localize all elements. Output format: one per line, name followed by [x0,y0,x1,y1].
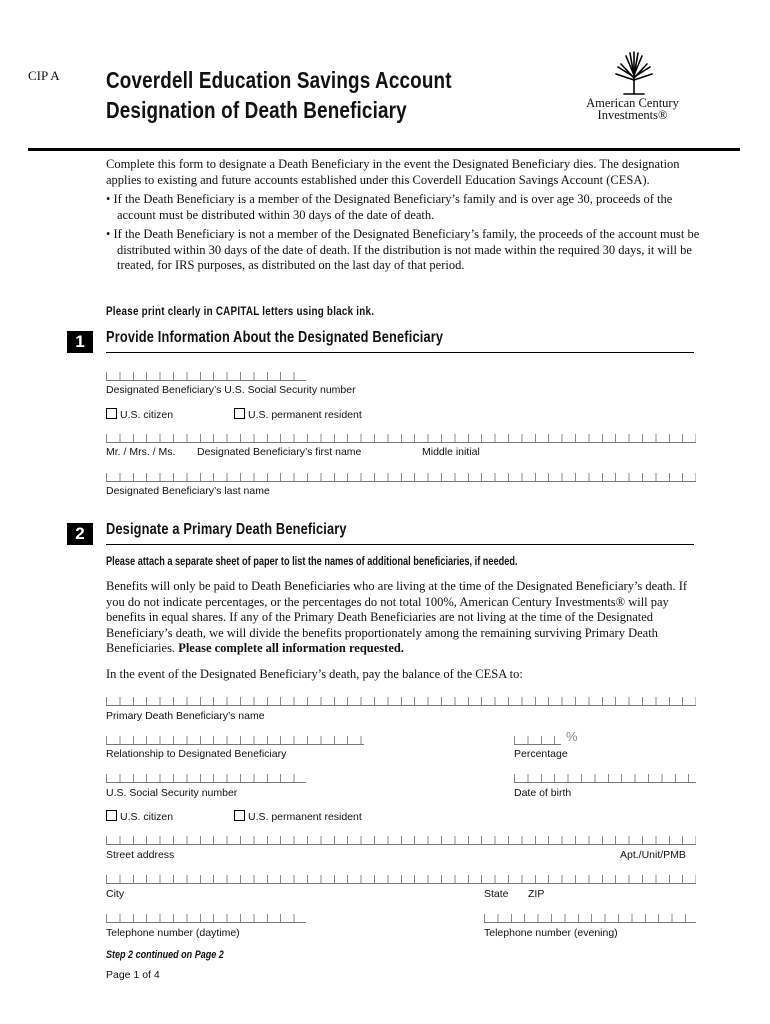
citizen-label: U.S. citizen [120,811,174,823]
middle-initial-label: Middle initial [422,446,480,458]
designated-ssn-input[interactable] [106,372,306,381]
intro-bullet-2: • If the Death Beneficiary is not a member of the Designated Beneficiary’s family, the proceeds of the account must be distributed within 30 days of the date of death. If the distribution is not made within the required 30 days, it will be treated, for IRS purposes, as distributed on the last day of that period. [106,227,700,272]
logo-line-1: American Century [586,96,679,110]
resident-label: U.S. permanent resident [248,811,362,823]
apt-unit-label: Apt./Unit/PMB [620,849,686,861]
primary-name-label: Primary Death Beneficiary’s name [106,710,265,722]
resident-checkbox[interactable] [234,810,245,821]
phone-evening-label: Telephone number (evening) [484,927,618,939]
percent-sign: % [566,729,578,744]
citizen-label: U.S. citizen [120,409,174,421]
form-code: CIP A [28,68,60,83]
section-2-title: Designate a Primary Death Beneficiary [106,521,347,538]
designated-citizen-option[interactable] [106,408,173,421]
first-name-label: Designated Beneficiary’s first name [197,446,362,458]
header-divider [28,148,740,151]
pay-balance-text: In the event of the Designated Beneficiary’s death, pay the balance of the CESA to: [106,667,523,681]
designated-ssn-label: Designated Beneficiary’s U.S. Social Security number [106,384,356,396]
resident-checkbox[interactable] [234,408,245,419]
citizen-checkbox[interactable] [106,408,117,419]
primary-ssn-label: U.S. Social Security number [106,787,238,799]
street-address-label: Street address [106,849,175,861]
date-of-birth-input[interactable] [514,774,696,783]
benefits-bold-note: Please complete all information requested. [178,641,404,655]
date-of-birth-label: Date of birth [514,787,572,799]
citizen-checkbox[interactable] [106,810,117,821]
section-1-rule [106,352,694,353]
intro-bullet-1: • If the Death Beneficiary is a member of the Designated Beneficiary’s family and is over age 30, proceeds of the account must be distributed within 30 days of the date of death. [106,192,673,222]
section-2-number: 2 [67,523,93,545]
attach-note: Please attach a separate sheet of paper to list the names of additional beneficiaries, if needed. [106,556,518,568]
primary-citizen-option[interactable] [106,810,173,823]
tree-logo-icon [612,48,656,96]
section-1-title: Provide Information About the Designated Beneficiary [106,329,444,346]
logo-line-2: Investments® [597,108,668,122]
city-state-zip-input[interactable] [106,875,696,884]
designated-name-input[interactable] [106,434,696,443]
phone-daytime-label: Telephone number (daytime) [106,927,240,939]
section-2-rule [106,544,694,545]
percentage-input[interactable] [514,736,561,745]
primary-resident-option[interactable] [234,810,362,823]
phone-evening-input[interactable] [484,914,696,923]
continued-note: Step 2 continued on Page 2 [106,949,224,961]
state-label: State [484,888,509,900]
designated-resident-option[interactable] [234,408,362,421]
company-logo [570,97,695,121]
title-line-2: Designation of Death Beneficiary [106,97,407,123]
benefits-text: Benefits will only be paid to Death Beneficiaries who are living at the time of the Designated Beneficiary’s death. If you do not indicate percentages, or the percentages do not total 100%, American Century Investments® will pay benefits in equal shares. If any of the Primary Death Beneficiaries are not living at the time of the Designated Beneficiary’s death, we will divide the benefits proportionately among the remaining surviving Primary Death Beneficiaries. [106,579,688,655]
phone-daytime-input[interactable] [106,914,306,923]
designated-last-name-input[interactable] [106,473,696,482]
zip-label: ZIP [528,888,545,900]
page-number: Page 1 of 4 [106,969,160,981]
resident-label: U.S. permanent resident [248,409,362,421]
city-label: City [106,888,125,900]
page-title [106,65,452,125]
intro-block [106,157,706,278]
intro-paragraph: Complete this form to designate a Death Beneficiary in the event the Designated Beneficiary dies. The designation applies to existing and future accounts established under this Coverdell Education Savings Account (CESA). [106,157,680,187]
relationship-label: Relationship to Designated Beneficiary [106,748,287,760]
street-address-input[interactable] [106,836,696,845]
primary-ssn-input[interactable] [106,774,306,783]
print-instruction: Please print clearly in CAPITAL letters using black ink. [106,304,375,318]
primary-name-input[interactable] [106,697,696,706]
relationship-input[interactable] [106,736,364,745]
title-line-1: Coverdell Education Savings Account [106,67,452,93]
prefix-label: Mr. / Mrs. / Ms. [106,446,176,458]
last-name-label: Designated Beneficiary’s last name [106,485,270,497]
percentage-label: Percentage [514,748,568,760]
section-1-number: 1 [67,331,93,353]
benefits-paragraph [106,579,698,657]
